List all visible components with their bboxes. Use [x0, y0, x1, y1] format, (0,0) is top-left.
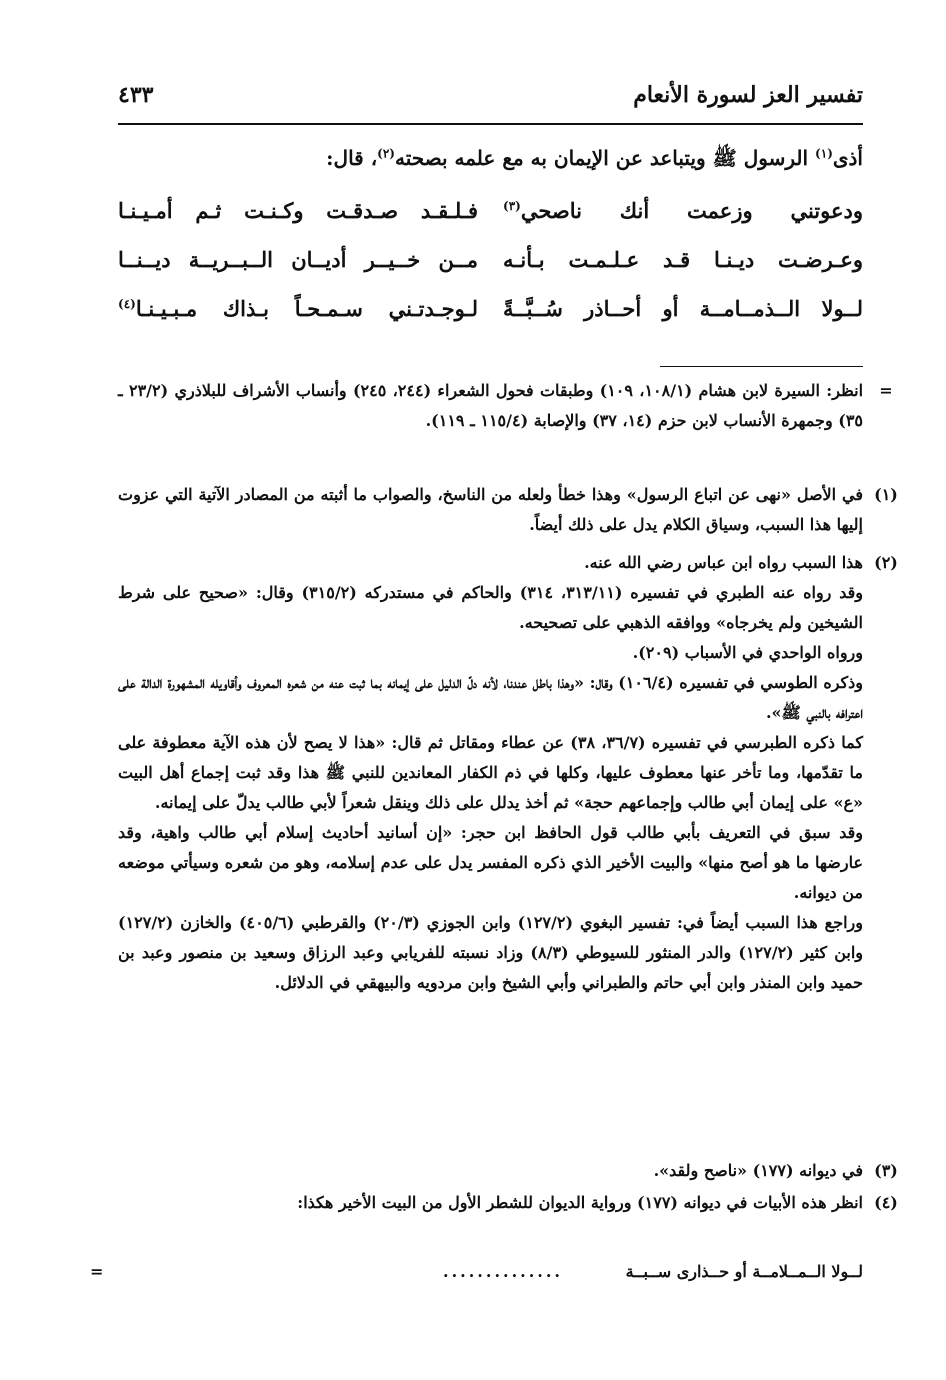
footnote-marker: (٤) — [874, 1193, 898, 1212]
footnote-marker: (٢) — [874, 553, 898, 572]
footnote-paragraph: وقد سبق في التعريف بأبي طالب قول الحافظ ابن حجر: «إن أسانيد أحاديث إسلام أبي طالب واهية، وقد عارضها ما هو أصح منها» والبيت الأخير الذي ذكره المفسر يدل على عدم إسلامه، وهو من شعره وسيأتي موضعه من ديوانه. — [118, 823, 863, 902]
continuation-mark: = — [90, 1262, 104, 1281]
footnote-text: في الأصل «نهى عن اتباع الرسول» وهذا خطأ ولعله من الناسخ، والصواب ما أثبته من المصادر الآتية التي عزوت إليها هذا السبب، وسياق الكلام يدل على ذلك أيضاً. — [118, 485, 863, 534]
verse-3-first-hemistich: لــولا الــذمــامــة أو أحــاذر سُــبَّــةً — [503, 296, 863, 321]
header-rule — [118, 123, 863, 125]
verse-1-first-hemistich: ودعوتني وزعمت أنك ناصحي$^{(٣)}$ — [503, 198, 863, 223]
note-ref-3: (٣) — [503, 199, 521, 213]
verse-3 — [118, 296, 863, 338]
footnote-4 — [118, 1188, 898, 1218]
ellipsis-dots: .............. — [443, 1262, 563, 1281]
footnote-text: في ديوانه (١٧٧) «ناصح ولقد». — [653, 1161, 863, 1180]
page-number: ٤٣٣ — [118, 82, 154, 108]
intro-line — [118, 146, 863, 175]
note-ref-2: (٢) — [377, 146, 395, 161]
footnote-text: انظر هذه الأبيات في ديوانه (١٧٧) ورواية الديوان للشطر الأول من البيت الأخير هكذا: — [297, 1193, 863, 1212]
verse-1-second-hemistich: فـلـقـد صـدقـت وكـنـت ثـم أمـيـنـا — [118, 198, 478, 223]
footnote-paragraph: وقد رواه عنه الطبري في تفسيره (٣١٣/١١، ٣١٤) والحاكم في مستدركه (٣١٥/٢) وقال: «صحيح على شرط الشيخين ولم يخرجاه» ووافقه الذهبي على تصحيحه. — [118, 583, 864, 632]
verse-3-second-hemistich: لـوجـدتـني سـمـحـاً بـذاك مـبـيـنـا$^{(٤)}$ — [118, 296, 478, 321]
footnote-2 — [118, 548, 898, 998]
intro-end: ، قال: — [326, 146, 378, 170]
verse-2 — [118, 247, 863, 289]
footnote-3 — [118, 1156, 898, 1186]
verse-2-second-hemistich: مــن خــيــر أديــان الــبــريــة ديــنــا — [118, 247, 478, 272]
footnote-marker: = — [879, 381, 893, 400]
footnote-paragraph: وراجع هذا السبب أيضاً في: تفسير البغوي (١٢٧/٢) وابن الجوزي (٢٠/٣) والقرطبي (٤٠٥/٦) والخازن (١٢٧/٢) وابن كثير (١٢٧/٢) والدر المنثور للسيوطي (٨/٣) وزاد نسبته للفريابي وعبد الرزاق وسعيد بن منصور وعبد بن حميد وابن المنذر وابن أبي حاتم والطبراني وأبي الشيخ وابن مردويه والبيهقي في الدلائل. — [118, 913, 864, 992]
footnote-paragraph: وذكره الطوسي في تفسيره (١٠٦/٤) وقال: «وهذا باطل عندنا، لأنه دلّ الدليل على إيمانه بما ثبت عنه من شعره المعروف وأقاويله المشهورة الدالة على اعترافه بالنبي ﷺ». — [118, 673, 864, 722]
running-header — [118, 82, 863, 120]
note-ref-1: (١) — [815, 146, 833, 161]
header-title: تفسير العز لسورة الأنعام — [633, 82, 863, 108]
footnote-continued — [118, 376, 893, 436]
footnote-text: انظر: السيرة لابن هشام (١٠٨/١، ١٠٩) وطبقات فحول الشعراء (٢٤٤، ٢٤٥) وأنساب الأشراف للبلاذري (٢٣/٢ ـ ٣٥) وجمهرة الأنساب لابن حزم (١٤، ٣٧) والإصابة (١١٥/٤ ـ ١١٩). — [118, 381, 864, 430]
footnote-4-quote — [90, 1262, 863, 1292]
intro-text: الرسول ﷺ ويتباعد عن الإيمان به مع علمه بصحته — [394, 146, 816, 170]
footnote-marker: (١) — [874, 485, 898, 504]
verse-1 — [118, 198, 863, 240]
footnote-marker: (٣) — [874, 1161, 898, 1180]
intro-word: أذى — [832, 146, 863, 170]
footnote-paragraph: هذا السبب رواه ابن عباس رضي الله عنه. — [584, 553, 863, 572]
note-ref-4: (٤) — [118, 297, 136, 311]
footnote-paragraph: ورواه الواحدي في الأسباب (٢٠٩). — [632, 643, 863, 662]
footnote-paragraph: كما ذكره الطبرسي في تفسيره (٣٦/٧، ٣٨) عن عطاء ومقاتل ثم قال: «هذا لا يصح لأن هذه الآية معطوفة على ما تقدّمها، وما تأخر عنها معطوف عليها، وكلها في ذم الكفار المعاندين للنبي ﷺ هذا وقد ثبت إجماع أهل البيت «ع» على إيمان أبي طالب وإجماعهم حجة» ثم أخذ يدلل على ذلك وينقل شعراً لأبي طالب يدلّ على إيمانه. — [118, 733, 863, 812]
quoted-hemistich: لــولا الــمــلامــة أو حــذارى ســبــة — [625, 1262, 863, 1281]
verse-2-first-hemistich: وعـرضـت ديـنـا قـد عـلـمـت بـأنـه — [503, 247, 863, 272]
footnote-separator — [660, 366, 863, 367]
footnote-1 — [118, 480, 898, 540]
